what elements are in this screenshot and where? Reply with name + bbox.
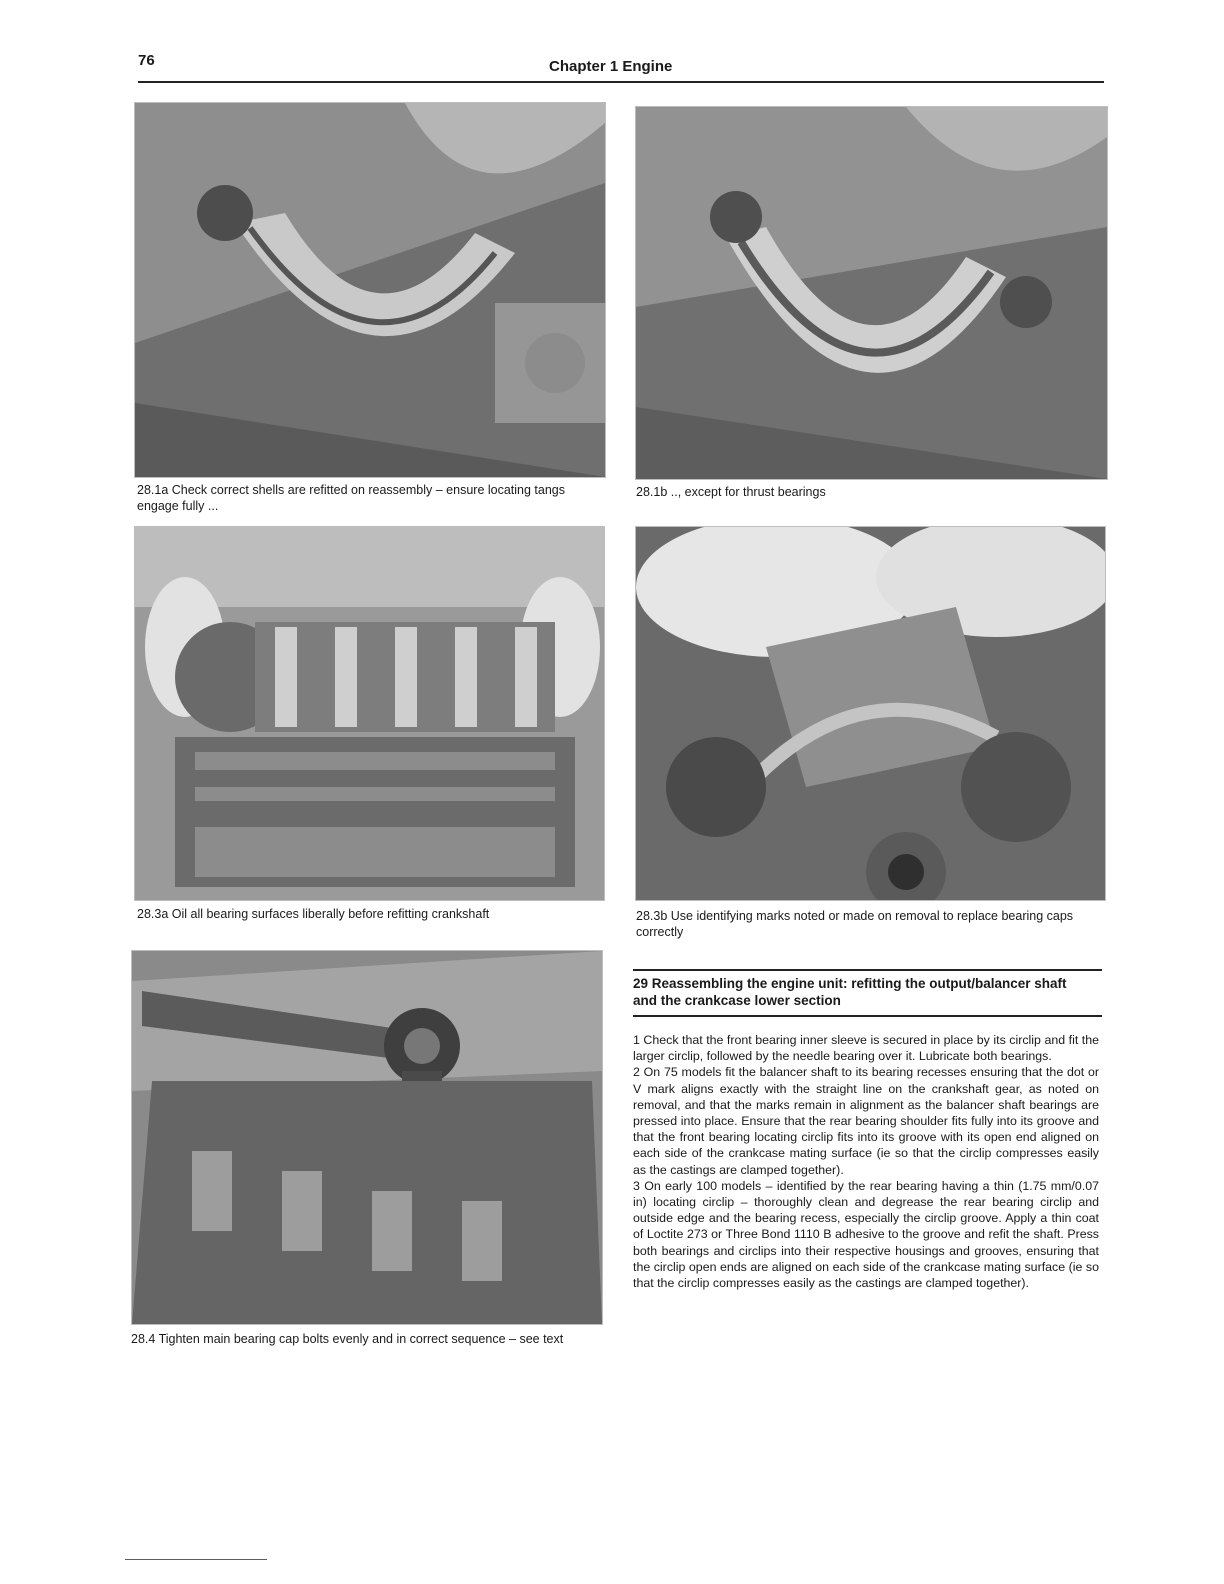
photo-28-1a [134,102,606,478]
chapter-title: Chapter 1 Engine [549,58,673,75]
section-rule-bottom [633,1015,1102,1017]
caption-28-3b: 28.3b Use identifying marks noted or made on removal to replace bearing caps correctly [636,909,1074,939]
section-heading: 29 Reassembling the engine unit: refitting the output/balancer shaft and the crankcase lower section [633,976,1067,1008]
footnote-rule [125,1559,267,1560]
bearing-cap-photo-illustration [636,527,1105,900]
paragraph-2: 2 On 75 models fit the balancer shaft to its bearing recesses ensuring that the dot or V mark aligns exactly with the straight line on the crankshaft gear, as noted on removal, and that the marks remain in alignment as the balancer shaft bearings are pressed into place. Ensure that the rear bearing shoulder fits fully into its groove and that the front bearing locating circlip fits into its groove with its open end aligned on each side of the crankcase mating surface (ie so that the circlip compresses easily as the castings are clamped together). [633,1065,1099,1177]
caption-28-3a: 28.3a Oil all bearing surfaces liberally before refitting crankshaft [137,907,490,921]
caption-28-1b: 28.1b .., except for thrust bearings [636,485,826,499]
paragraph-3: 3 On early 100 models – identified by the rear bearing having a thin (1.75 mm/0.07 in) locating circlip – thoroughly clean and degrease the rear bearing circlip and outside edge and the bearing recess, especially the circlip groove. Apply a thin coat of Loctite 273 or Three Bond 1110 B adhesive to the groove and refit the shaft. Press both bearings and circlips into their respective housings and grooves, ensuring that the circlip open ends are aligned on each side of the crankcase mating surface (ie so that the circlip compresses easily as the castings are clamped together). [633,1178,1099,1291]
page-number: 76 [138,52,155,69]
section-rule-top [633,969,1102,971]
photo-28-1b [635,106,1108,480]
crankshaft-photo-illustration [135,527,604,900]
torque-wrench-photo-illustration [132,951,602,1324]
photo-28-3b [635,526,1106,901]
section-body [633,1032,1099,1291]
paragraph-1: 1 Check that the front bearing inner sleeve is secured in place by its circlip and fit the larger circlip, followed by the needle bearing over it. Lubricate both bearings. [633,1033,1099,1064]
thrust-bearing-photo-illustration [636,107,1107,479]
photo-28-3a [134,526,605,901]
caption-28-4: 28.4 Tighten main bearing cap bolts evenly and in correct sequence – see text [131,1332,564,1346]
bearing-shell-photo-illustration [135,103,605,477]
header-rule [138,81,1104,83]
photo-28-4 [131,950,603,1325]
caption-28-1a: 28.1a Check correct shells are refitted on reassembly – ensure locating tangs engage fully ... [137,483,566,513]
